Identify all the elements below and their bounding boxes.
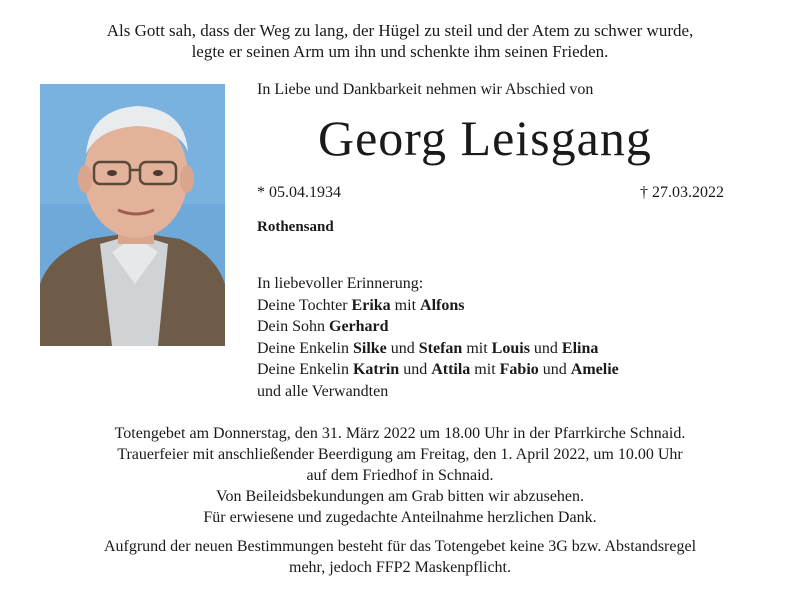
mourner-name: Alfons xyxy=(420,296,465,314)
covid-notice xyxy=(20,536,780,578)
mourner-name: Attila xyxy=(431,361,471,378)
mourners-heading: In liebevoller Erinnerung: xyxy=(257,275,424,292)
death-date xyxy=(640,183,724,203)
birth-date-value: 05.04.1934 xyxy=(269,184,341,201)
mourner-name: Elina xyxy=(561,339,599,357)
notice-line: Von Beileidsbekundungen am Grab bitten wir abzusehen. xyxy=(215,488,585,505)
hometown: Rothensand xyxy=(257,219,334,235)
connector: und xyxy=(386,339,419,357)
connector: und xyxy=(538,361,571,378)
mourners-closing: und alle Verwandten xyxy=(257,382,389,400)
motto xyxy=(40,20,760,62)
portrait-photo xyxy=(40,84,225,346)
connector: mit xyxy=(462,339,492,357)
mourner-name: Katrin xyxy=(352,361,400,378)
mourner-relation: Deine Enkelin xyxy=(257,361,353,378)
mourner-name: Erika xyxy=(351,296,391,314)
covid-line: Aufgrund der neuen Bestimmungen besteht für das Totengebet keine 3G bzw. Abstandsregel xyxy=(103,538,697,555)
mourner-name: Fabio xyxy=(499,361,539,378)
death-cross-symbol: † xyxy=(640,184,648,201)
mourner-line xyxy=(257,295,619,317)
notice-line: Totengebet am Donnerstag, den 31. März 2022 um 18.00 Uhr in der Pfarrkirche Schnaid. xyxy=(114,425,686,442)
birth-date xyxy=(257,183,341,203)
birth-star-symbol: * xyxy=(257,184,265,201)
connector: mit xyxy=(390,296,421,314)
mourner-relation: Deine Enkelin xyxy=(257,339,353,357)
motto-line: legte er seinen Arm um ihn und schenkte ihm seinen Frieden. xyxy=(191,42,609,61)
mourner-line xyxy=(257,316,619,338)
farewell-intro: In Liebe und Dankbarkeit nehmen wir Abschied von xyxy=(257,81,594,98)
mourners-list xyxy=(257,273,619,402)
notice-line: Trauerfeier mit anschließender Beerdigung am Freitag, den 1. April 2022, um 10.00 Uhr xyxy=(117,446,683,463)
motto-line: Als Gott sah, dass der Weg zu lang, der Hügel zu steil und der Atem zu schwer wurde, xyxy=(106,21,694,40)
connector: und xyxy=(399,361,432,378)
mourner-line xyxy=(257,359,619,381)
mourner-name: Louis xyxy=(491,339,530,357)
mourner-name: Stefan xyxy=(418,339,463,357)
connector: und xyxy=(529,339,562,357)
portrait-illustration xyxy=(40,84,225,346)
covid-line: mehr, jedoch FFP2 Maskenpflicht. xyxy=(289,559,511,576)
mourner-relation: Dein Sohn xyxy=(257,318,329,335)
service-notices xyxy=(20,423,780,528)
connector: mit xyxy=(470,361,500,378)
mourner-line xyxy=(257,338,619,360)
mourner-name: Gerhard xyxy=(329,318,389,335)
mourner-relation: Deine Tochter xyxy=(257,296,352,314)
notice-line: auf dem Friedhof in Schnaid. xyxy=(306,467,494,484)
mourner-name: Silke xyxy=(352,339,387,357)
deceased-name: Georg Leisgang xyxy=(318,110,652,166)
mourner-name: Amelie xyxy=(570,361,619,378)
death-date-value: 27.03.2022 xyxy=(652,184,724,201)
notice-line: Für erwiesene und zugedachte Anteilnahme herzlichen Dank. xyxy=(203,509,597,526)
